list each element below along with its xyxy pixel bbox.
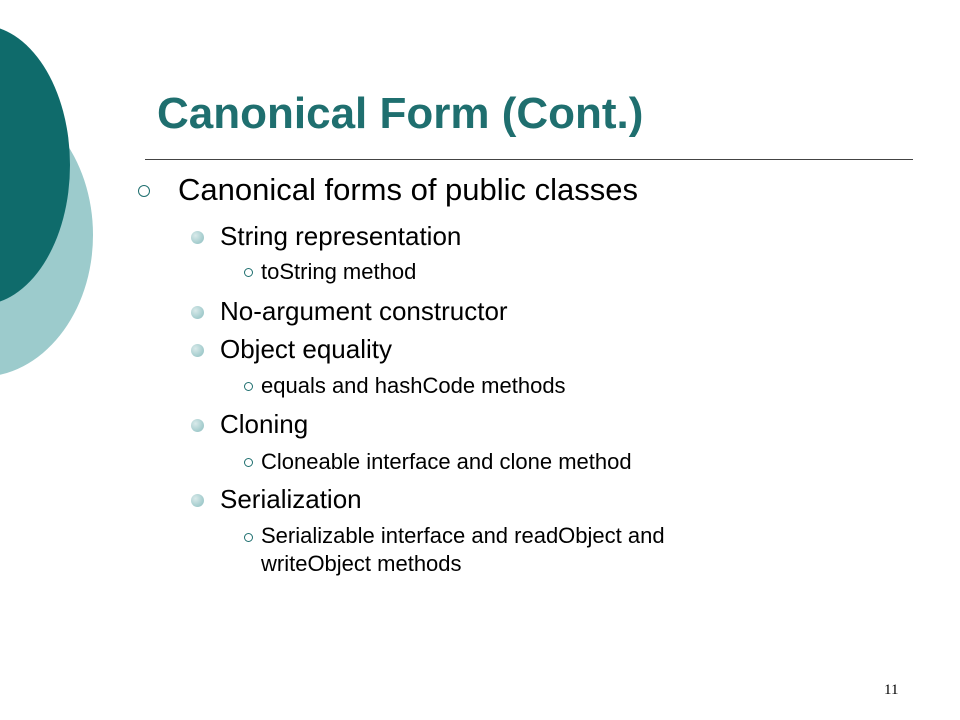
bullet-no-argument-constructor: No-argument constructor — [220, 296, 508, 326]
bullet-serializable-line2: writeObject methods — [261, 551, 462, 576]
bullet-serialization: Serialization — [220, 484, 362, 514]
filled-circle-bullet-icon — [191, 231, 204, 244]
filled-circle-bullet-icon — [191, 306, 204, 319]
filled-circle-bullet-icon — [191, 344, 204, 357]
small-hollow-bullet-icon — [244, 382, 253, 391]
bullet-serializable-line1: Serializable interface and readObject and — [261, 523, 665, 548]
bullet-string-representation: String representation — [220, 221, 462, 251]
bullet-cloneable-interface: Cloneable interface and clone method — [261, 449, 632, 474]
small-hollow-bullet-icon — [244, 533, 253, 542]
filled-circle-bullet-icon — [191, 419, 204, 432]
small-hollow-bullet-icon — [244, 458, 253, 467]
bullet-object-equality: Object equality — [220, 334, 392, 364]
filled-circle-bullet-icon — [191, 494, 204, 507]
slide-title: Canonical Form (Cont.) — [157, 89, 644, 138]
small-hollow-bullet-icon — [244, 268, 253, 277]
hollow-circle-bullet-icon — [138, 185, 150, 197]
page-number: 11 — [884, 682, 899, 698]
bullet-main: Canonical forms of public classes — [178, 172, 639, 207]
bullet-cloning: Cloning — [220, 409, 309, 439]
bullet-equals-hashcode: equals and hashCode methods — [261, 373, 566, 398]
bullet-tostring-method: toString method — [261, 259, 417, 284]
